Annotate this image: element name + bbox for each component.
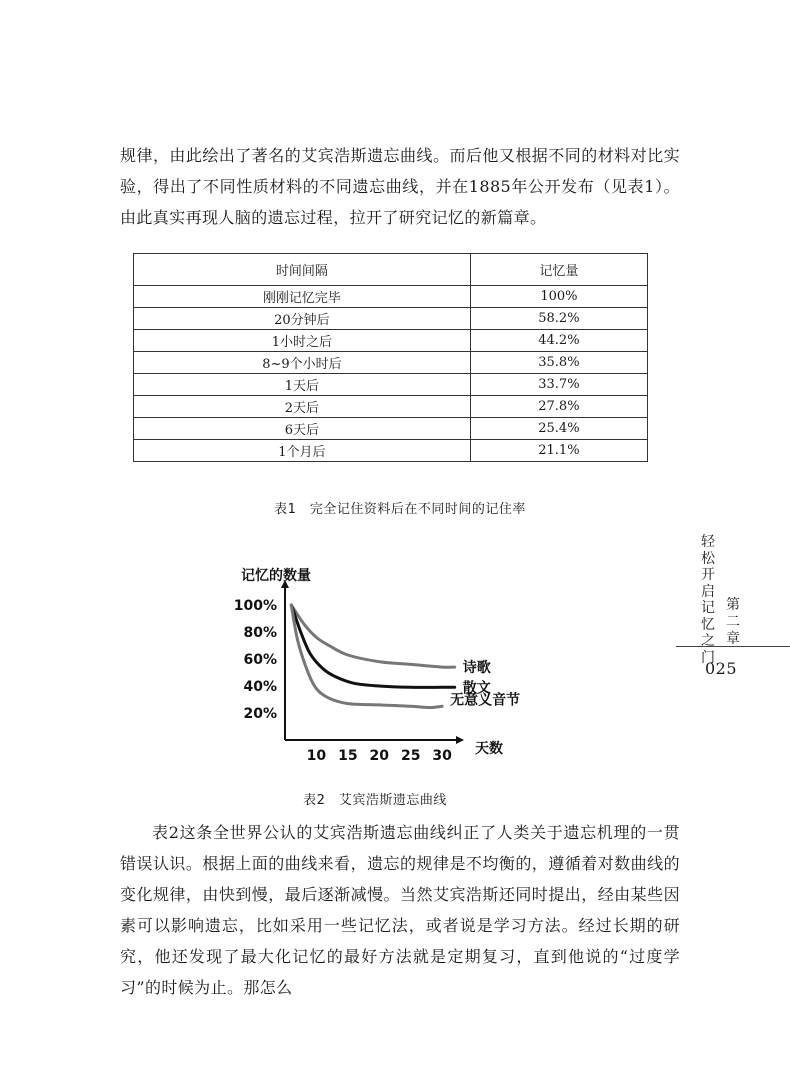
table-cell-interval: 1小时之后 (134, 330, 471, 352)
x-tick-label: 15 (338, 748, 358, 764)
sidebar-rule (676, 646, 790, 647)
table-row (134, 330, 648, 352)
series-line (291, 605, 454, 667)
table-cell-amount: 33.7% (470, 374, 647, 396)
table-cell-amount: 58.2% (470, 308, 647, 330)
series-label: 诗歌 (462, 660, 491, 677)
table-cell-amount: 21.1% (470, 440, 647, 462)
x-tick-label: 10 (306, 748, 327, 764)
table-row (134, 418, 648, 440)
x-tick-label: 30 (432, 748, 452, 764)
table-row (134, 440, 648, 462)
y-axis-label: 记忆的数量 (241, 568, 311, 584)
y-tick-label: 100% (233, 598, 277, 614)
x-tick-label: 20 (369, 748, 390, 764)
table-row (134, 352, 648, 374)
y-tick-label: 80% (243, 625, 277, 641)
memory-retention-table (133, 253, 648, 462)
table-cell-interval: 6天后 (134, 418, 471, 440)
table-row (134, 308, 648, 330)
table-row (134, 286, 648, 308)
body-paragraph-2: 表2这条全世界公认的艾宾浩斯遗忘曲线纠正了人类关于遗忘机理的一贯错误认识。根据上面的曲线来看，遗忘的规律是不均衡的，遵循着对数曲线的变化规律，由快到慢，最后逐渐减慢。当然艾宾浩斯还同时提出，经由某些因素可以影响遗忘，比如采用一些记忆法，或者说是学习方法。经过长期的研究，他还发现了最大化记忆的最好方法就是定期复习，直到他说的“过度学习”的时候为止。那怎么 (120, 823, 680, 997)
table-cell-interval: 8~9个小时后 (134, 352, 471, 374)
y-tick-label: 60% (243, 652, 277, 668)
page-number: 025 (705, 659, 738, 678)
table-header-interval: 时间间隔 (134, 254, 471, 286)
y-tick-label: 40% (243, 679, 277, 695)
table-cell-interval: 20分钟后 (134, 308, 471, 330)
book-title-vertical: 轻松开启记忆之门 (701, 534, 715, 666)
chapter-label-vertical: 第二章 (726, 597, 740, 647)
table-caption: 表1 完全记住资料后在不同时间的记住率 (274, 502, 526, 517)
table-cell-amount: 25.4% (470, 418, 647, 440)
table-cell-interval: 刚刚记忆完毕 (134, 286, 471, 308)
table-header-row (134, 254, 648, 286)
table-cell-amount: 35.8% (470, 352, 647, 374)
table-header-amount: 记忆量 (470, 254, 647, 286)
chart-caption: 表2 艾宾浩斯遗忘曲线 (303, 793, 447, 808)
table-cell-amount: 100% (470, 286, 647, 308)
x-tick-label: 25 (400, 748, 421, 764)
table-cell-amount: 44.2% (470, 330, 647, 352)
table-row (134, 396, 648, 418)
series-line (291, 605, 454, 687)
forgetting-curve-chart (225, 560, 545, 775)
table-cell-interval: 1天后 (134, 374, 471, 396)
table-cell-interval: 2天后 (134, 396, 471, 418)
table-cell-interval: 1个月后 (134, 440, 471, 462)
table-cell-amount: 27.8% (470, 396, 647, 418)
x-axis-label: 天数 (475, 741, 503, 757)
series-label: 无意义音节 (450, 692, 521, 709)
table-row (134, 374, 648, 396)
series-label: 散文 (462, 680, 491, 697)
y-tick-label: 20% (243, 706, 277, 722)
series-line (291, 605, 442, 708)
body-paragraph-1: 规律，由此绘出了著名的艾宾浩斯遗忘曲线。而后他又根据不同的材料对比实验，得出了不同性质材料的不同遗忘曲线，并在1885年公开发布（见表1）。由此真实再现人脑的遗忘过程，拉开了研究记忆的新篇章。 (120, 146, 680, 227)
